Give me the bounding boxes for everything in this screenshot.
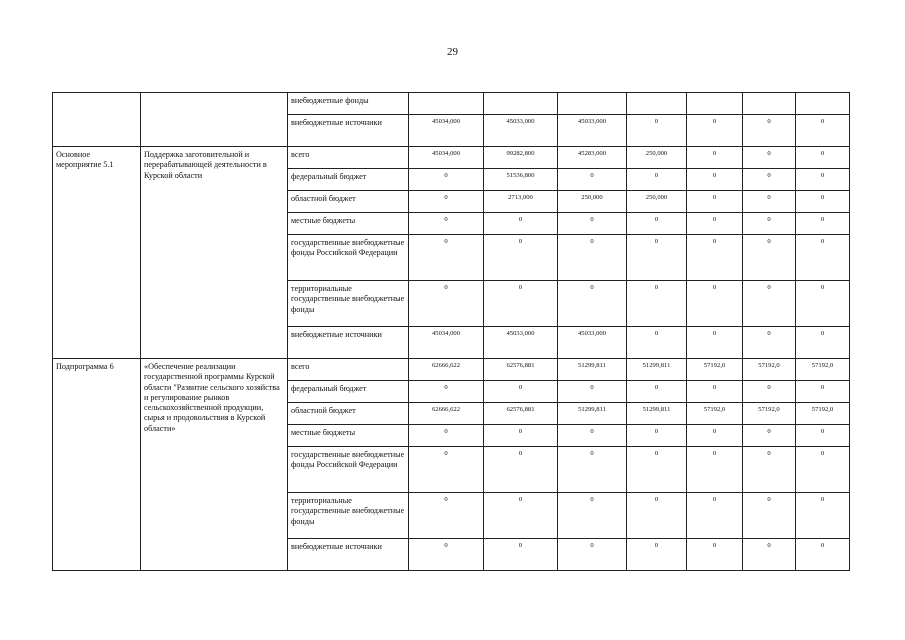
amount-cell: 57192,0: [796, 359, 850, 381]
amount-cell: 45033,000: [484, 115, 558, 147]
amount-cell: 0: [796, 169, 850, 191]
amount-cell: 0: [627, 213, 687, 235]
description-cell: Поддержка заготовительной и перерабатывающей деятельности в Курской области: [141, 147, 288, 359]
amount-cell: 0: [627, 539, 687, 571]
amount-cell: 0: [409, 381, 484, 403]
amount-cell: 57192,0: [743, 403, 796, 425]
amount-cell: 45033,000: [558, 115, 627, 147]
amount-cell: 0: [409, 425, 484, 447]
funding-source-cell: местные бюджеты: [288, 425, 409, 447]
amount-cell: 0: [687, 281, 743, 327]
description-cell: [141, 93, 288, 147]
table-row: [53, 93, 850, 115]
amount-cell: 62576,881: [484, 403, 558, 425]
amount-cell: 0: [796, 147, 850, 169]
funding-source-cell: федеральный бюджет: [288, 169, 409, 191]
amount-cell: 0: [627, 493, 687, 539]
amount-cell: 0: [687, 381, 743, 403]
amount-cell: 0: [743, 493, 796, 539]
amount-cell: 0: [687, 191, 743, 213]
amount-cell: 62666,622: [409, 359, 484, 381]
amount-cell: 0: [796, 281, 850, 327]
funding-source-cell: территориальные государственные внебюджетные фонды: [288, 493, 409, 539]
funding-source-cell: областной бюджет: [288, 191, 409, 213]
amount-cell: 0: [796, 191, 850, 213]
funding-source-cell: внебюджетные источники: [288, 115, 409, 147]
amount-cell: 45034,000: [409, 147, 484, 169]
amount-cell: 0: [558, 381, 627, 403]
amount-cell: 0: [558, 425, 627, 447]
funding-source-cell: государственные внебюджетные фонды Российской Федерации: [288, 235, 409, 281]
amount-cell: 0: [743, 115, 796, 147]
amount-cell: 51299,811: [627, 403, 687, 425]
amount-cell: 0: [743, 147, 796, 169]
amount-cell: [796, 93, 850, 115]
funding-source-cell: территориальные государственные внебюджетные фонды: [288, 281, 409, 327]
amount-cell: 2713,000: [484, 191, 558, 213]
amount-cell: 0: [687, 539, 743, 571]
amount-cell: 0: [687, 147, 743, 169]
amount-cell: 51299,811: [558, 403, 627, 425]
amount-cell: 57192,0: [687, 403, 743, 425]
amount-cell: 0: [743, 169, 796, 191]
amount-cell: 45283,000: [558, 147, 627, 169]
amount-cell: [484, 93, 558, 115]
amount-cell: 0: [558, 493, 627, 539]
amount-cell: 0: [743, 447, 796, 493]
amount-cell: 0: [627, 425, 687, 447]
amount-cell: 0: [796, 213, 850, 235]
funding-source-cell: государственные внебюджетные фонды Российской Федерации: [288, 447, 409, 493]
amount-cell: 45034,000: [409, 115, 484, 147]
amount-cell: 51299,811: [627, 359, 687, 381]
table-row: [53, 147, 850, 169]
amount-cell: [627, 93, 687, 115]
amount-cell: 250,000: [558, 191, 627, 213]
amount-cell: 0: [743, 327, 796, 359]
amount-cell: 0: [743, 281, 796, 327]
amount-cell: 0: [627, 447, 687, 493]
entity-cell: [53, 93, 141, 147]
amount-cell: 0: [484, 493, 558, 539]
amount-cell: 57192,0: [687, 359, 743, 381]
amount-cell: 0: [796, 539, 850, 571]
amount-cell: 0: [484, 447, 558, 493]
amount-cell: 0: [558, 213, 627, 235]
amount-cell: 0: [743, 381, 796, 403]
amount-cell: 0: [558, 169, 627, 191]
page-number: 29: [447, 46, 458, 58]
amount-cell: 51536,800: [484, 169, 558, 191]
amount-cell: 0: [409, 235, 484, 281]
amount-cell: 0: [484, 425, 558, 447]
amount-cell: 99282,800: [484, 147, 558, 169]
funding-source-cell: местные бюджеты: [288, 213, 409, 235]
amount-cell: 0: [687, 235, 743, 281]
amount-cell: 0: [558, 539, 627, 571]
amount-cell: 45033,000: [558, 327, 627, 359]
amount-cell: 0: [796, 493, 850, 539]
description-cell: «Обеспечение реализации государственной программы Курской области "Развитие сельского хозяйства и регулирование рынков сельскохозяйственной продукции, сырья и продовольствия в Курской области»: [141, 359, 288, 571]
amount-cell: 0: [743, 539, 796, 571]
amount-cell: 250,000: [627, 147, 687, 169]
amount-cell: 0: [743, 425, 796, 447]
amount-cell: 0: [627, 327, 687, 359]
amount-cell: 0: [409, 493, 484, 539]
entity-cell: Основное мероприятие 5.1: [53, 147, 141, 359]
amount-cell: 0: [687, 447, 743, 493]
amount-cell: 0: [409, 281, 484, 327]
amount-cell: 0: [484, 213, 558, 235]
amount-cell: [687, 93, 743, 115]
amount-cell: 62666,622: [409, 403, 484, 425]
amount-cell: 0: [627, 281, 687, 327]
amount-cell: 57192,0: [743, 359, 796, 381]
amount-cell: 0: [409, 169, 484, 191]
funding-source-cell: внебюджетные фонды: [288, 93, 409, 115]
amount-cell: [409, 93, 484, 115]
amount-cell: 0: [627, 235, 687, 281]
amount-cell: [743, 93, 796, 115]
amount-cell: 0: [687, 327, 743, 359]
amount-cell: 0: [687, 169, 743, 191]
amount-cell: 0: [743, 213, 796, 235]
amount-cell: 45034,000: [409, 327, 484, 359]
amount-cell: 0: [409, 539, 484, 571]
funding-source-cell: всего: [288, 359, 409, 381]
budget-table: [52, 92, 850, 571]
amount-cell: 0: [484, 235, 558, 281]
amount-cell: 0: [796, 447, 850, 493]
amount-cell: 0: [687, 115, 743, 147]
amount-cell: 0: [484, 381, 558, 403]
amount-cell: 0: [687, 493, 743, 539]
amount-cell: 0: [743, 191, 796, 213]
amount-cell: 62576,881: [484, 359, 558, 381]
funding-source-cell: областной бюджет: [288, 403, 409, 425]
amount-cell: 0: [687, 213, 743, 235]
amount-cell: 0: [484, 539, 558, 571]
amount-cell: 0: [558, 447, 627, 493]
table-row: [53, 359, 850, 381]
amount-cell: 0: [796, 235, 850, 281]
funding-source-cell: внебюджетные источники: [288, 327, 409, 359]
amount-cell: 51299,811: [558, 359, 627, 381]
amount-cell: 0: [558, 235, 627, 281]
table-body: [53, 93, 850, 571]
amount-cell: 57192,0: [796, 403, 850, 425]
funding-source-cell: всего: [288, 147, 409, 169]
amount-cell: 0: [409, 447, 484, 493]
amount-cell: 0: [796, 425, 850, 447]
amount-cell: 250,000: [627, 191, 687, 213]
amount-cell: 0: [627, 381, 687, 403]
amount-cell: 0: [409, 191, 484, 213]
amount-cell: 0: [627, 169, 687, 191]
amount-cell: 45033,000: [484, 327, 558, 359]
funding-source-cell: внебюджетные источники: [288, 539, 409, 571]
amount-cell: 0: [796, 327, 850, 359]
amount-cell: 0: [409, 213, 484, 235]
funding-source-cell: федеральный бюджет: [288, 381, 409, 403]
entity-cell: Подпрограмма 6: [53, 359, 141, 571]
amount-cell: 0: [687, 425, 743, 447]
amount-cell: 0: [743, 235, 796, 281]
amount-cell: 0: [796, 115, 850, 147]
amount-cell: 0: [558, 281, 627, 327]
amount-cell: [558, 93, 627, 115]
amount-cell: 0: [627, 115, 687, 147]
amount-cell: 0: [796, 381, 850, 403]
amount-cell: 0: [484, 281, 558, 327]
